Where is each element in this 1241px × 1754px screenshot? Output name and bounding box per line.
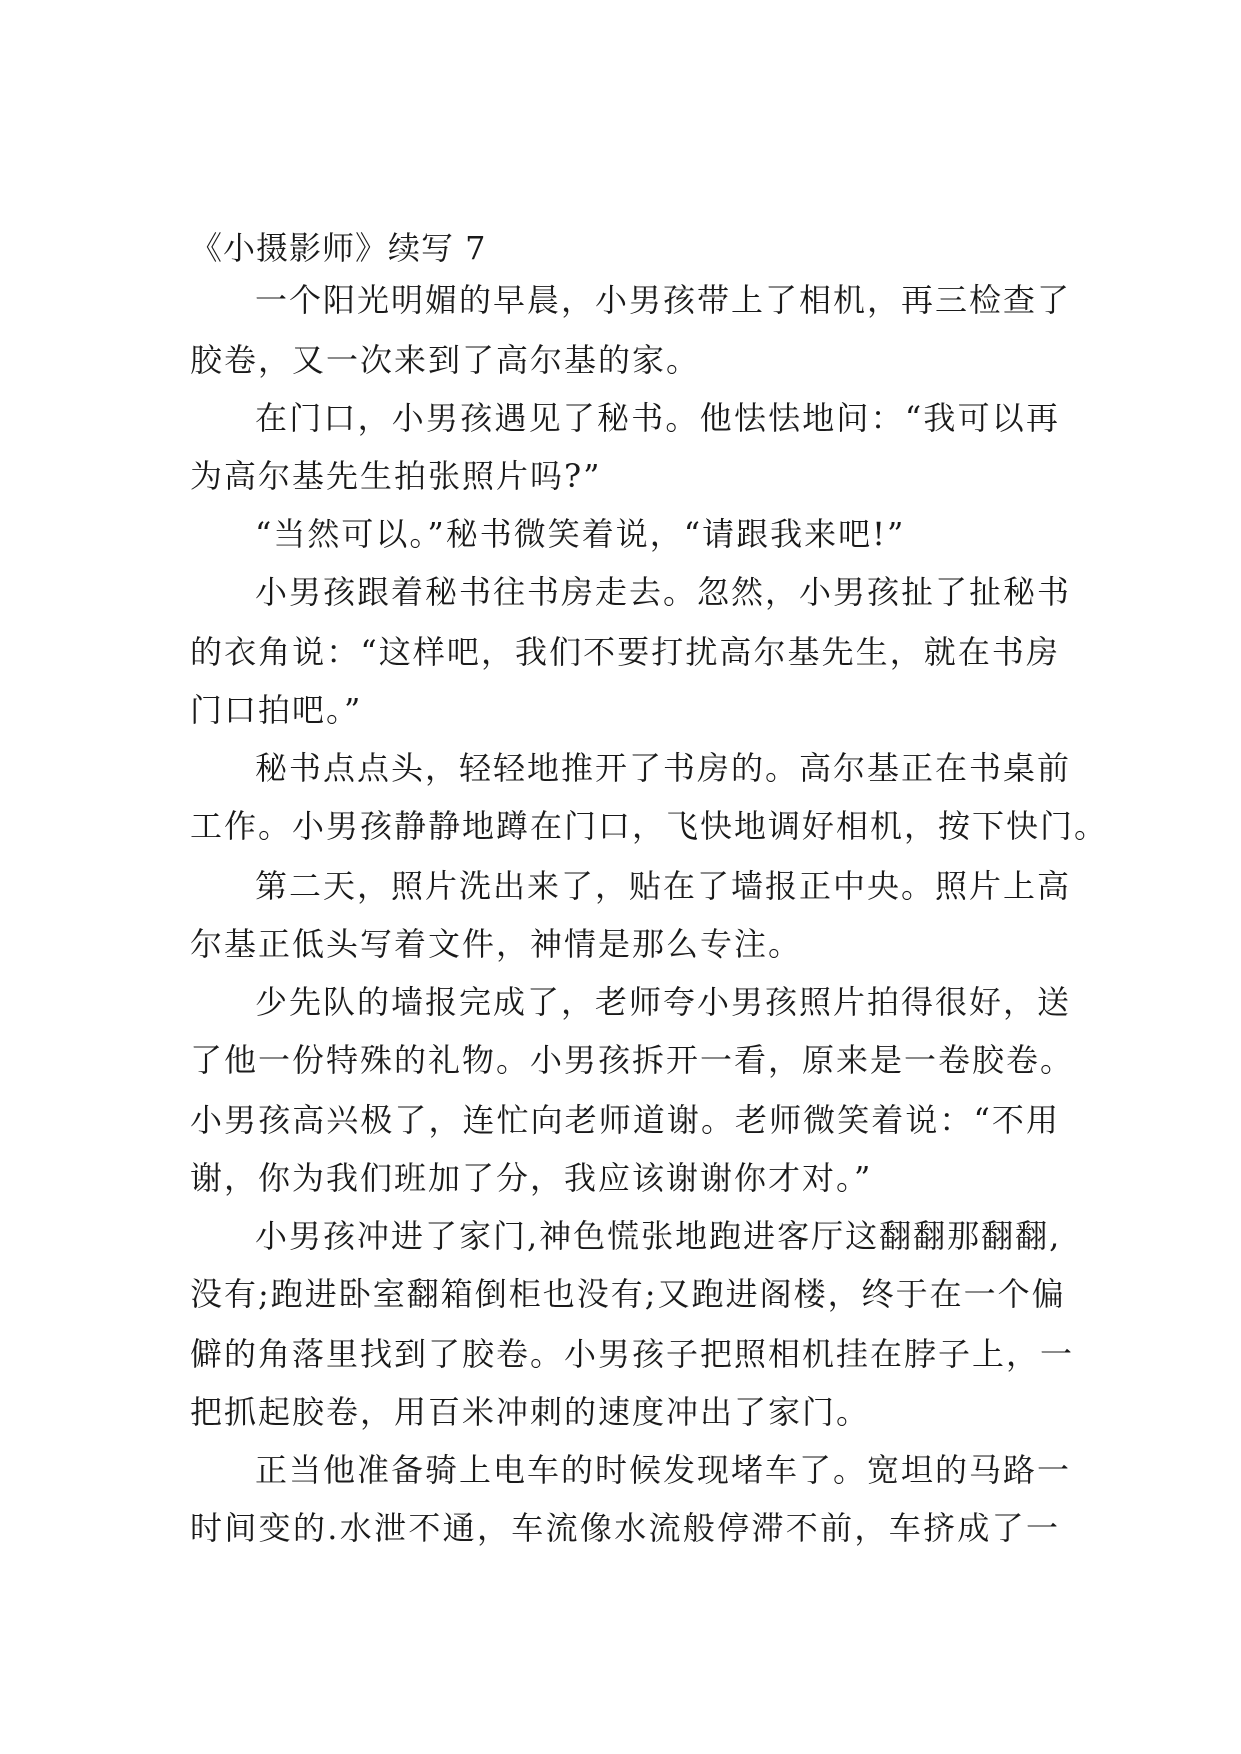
paragraph-line: 把抓起胶卷，用百米冲刺的速度冲出了家门。 xyxy=(190,1393,871,1431)
paragraph-line: 小男孩高兴极了，连忙向老师道谢。老师微笑着说：“不用 xyxy=(190,1101,1060,1139)
paragraph-line: 胶卷，又一次来到了高尔基的家。 xyxy=(190,341,701,379)
paragraph-line: 没有;跑进卧室翻箱倒柜也没有;又跑进阁楼，终于在一个偏 xyxy=(190,1275,1066,1313)
paragraph-line: 为高尔基先生拍张照片吗?” xyxy=(190,457,602,495)
paragraph-line: 秘书点点头，轻轻地推开了书房的。高尔基正在书桌前 xyxy=(255,749,1072,787)
paragraph-line: 一个阳光明媚的早晨，小男孩带上了相机，再三检查了 xyxy=(255,281,1072,319)
paragraph-line: 时间变的.水泄不通，车流像水流般停滞不前，车挤成了一 xyxy=(190,1509,1060,1547)
paragraph-line: 第二天，照片洗出来了，贴在了墙报正中央。照片上高 xyxy=(255,867,1072,905)
paragraph-line: 正当他准备骑上电车的时候发现堵车了。宽坦的马路一 xyxy=(255,1451,1072,1489)
paragraph-line: 僻的角落里找到了胶卷。小男孩子把照相机挂在脖子上，一 xyxy=(190,1335,1075,1373)
paragraph-line: 少先队的墙报完成了，老师夸小男孩照片拍得很好，送 xyxy=(255,983,1072,1021)
paragraph-line: 门口拍吧。” xyxy=(190,691,363,729)
paragraph-line: 的衣角说：“这样吧，我们不要打扰高尔基先生，就在书房 xyxy=(190,633,1060,671)
paragraph-line: 小男孩冲进了家门,神色慌张地跑进客厅这翻翻那翻翻, xyxy=(255,1217,1062,1255)
paragraph-line: 谢，你为我们班加了分，我应该谢谢你才对。” xyxy=(190,1159,873,1197)
paragraph-line: 在门口，小男孩遇见了秘书。他怯怯地问：“我可以再 xyxy=(255,399,1060,437)
paragraph-line: 了他一份特殊的礼物。小男孩拆开一看，原来是一卷胶卷。 xyxy=(190,1041,1075,1079)
paragraph-line: “当然可以。”秘书微笑着说，“请跟我来吧!” xyxy=(255,515,906,553)
paragraph-line: 尔基正低头写着文件，神情是那么专注。 xyxy=(190,925,803,963)
paragraph-line: 工作。小男孩静静地蹲在门口，飞快地调好相机，按下快门。 xyxy=(190,807,1109,845)
paragraph-line: 小男孩跟着秘书往书房走去。忽然，小男孩扯了扯秘书 xyxy=(255,573,1072,611)
document-title: 《小摄影师》续写 7 xyxy=(190,229,487,267)
